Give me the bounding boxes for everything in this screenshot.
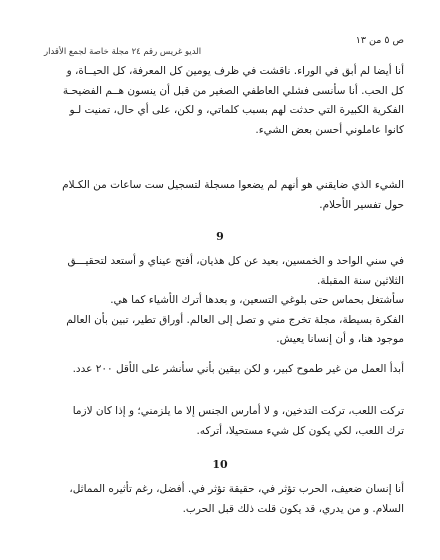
text-line: أنا إنسان ضعيف، الحرب تؤثر في، حقيقة تؤثر في. أفضل، رغم تأثيره المماثل،	[69, 483, 404, 495]
page-number: ص ٥ من ١٣	[355, 35, 404, 46]
text-line: كانوا عاملوني أحسن بعض الشيء.	[255, 123, 404, 136]
text-line: الثلاثين سنة المقبلة.	[316, 274, 404, 287]
text-line: في سني الواحد و الخمسين، بعيد عن كل هذيان، أفتح عيناي و أستعد لتحقيـــق	[67, 255, 404, 267]
text-line: سأشتغل بحماس حتى بلوغي التسعين، و بعدها أترك الأشياء كما هي.	[110, 294, 404, 307]
paragraph-5	[34, 402, 404, 441]
text-line: أنا أيضا لم أبق في الوراء. ناقشت في ظرف يومين كل المعرفة، كل الحيــاة، و	[66, 65, 404, 77]
paragraph-1	[34, 62, 404, 140]
text-line: السلام. و من يدري، قد يكون قلت ذلك قبل الحرب.	[182, 502, 404, 515]
text-line: موجود هنا، و أن إنسانا يعيش.	[276, 333, 404, 346]
paragraph-3	[34, 252, 404, 350]
section-number-10: 10	[212, 458, 228, 471]
text-line: الفكرية الكبيرة التي حدثت لهم بسبب كلماتي، و لكن، على أي حال، تمنيت لـو	[69, 104, 404, 117]
section-number-9: 9	[216, 230, 224, 243]
text-line: ترك اللعب، لكي يكون كل شيء مستحيلا، أتركه.	[196, 424, 404, 437]
running-header: الديو غريس رقم ٢٤ مجلة خاصة لجمع الأقدار	[44, 47, 202, 57]
paragraph-6	[34, 480, 404, 519]
text-line: أبدأ العمل من غير طموح كبير، و لكن بيقين بأني سأنشر على الأقل ٢٠٠ عدد.	[72, 363, 404, 375]
paragraph-4	[34, 360, 404, 380]
text-line: الفكرة بسيطة، مجلة تخرج مني و تصل إلى العالم. أوراق تطير، تبين بأن العالم	[66, 313, 404, 326]
text-line: تركت اللعب، تركت التدخين، و لا أمارس الجنس إلا ما يلزمني؛ و إذا كان لازما	[72, 405, 404, 417]
text-line: الشيء الذي ضايقني هو أنهم لم يضعوا مسجلة لتسجيل ست ساعات من الكـلام	[62, 179, 404, 191]
text-line: كل الحب. أنا سأنسى فشلي العاطفي الصغير من قبل أن ينسون هــم الفضيحـة	[62, 84, 404, 97]
paragraph-2	[34, 176, 404, 215]
text-line: حول تفسير الأحلام.	[319, 198, 404, 211]
